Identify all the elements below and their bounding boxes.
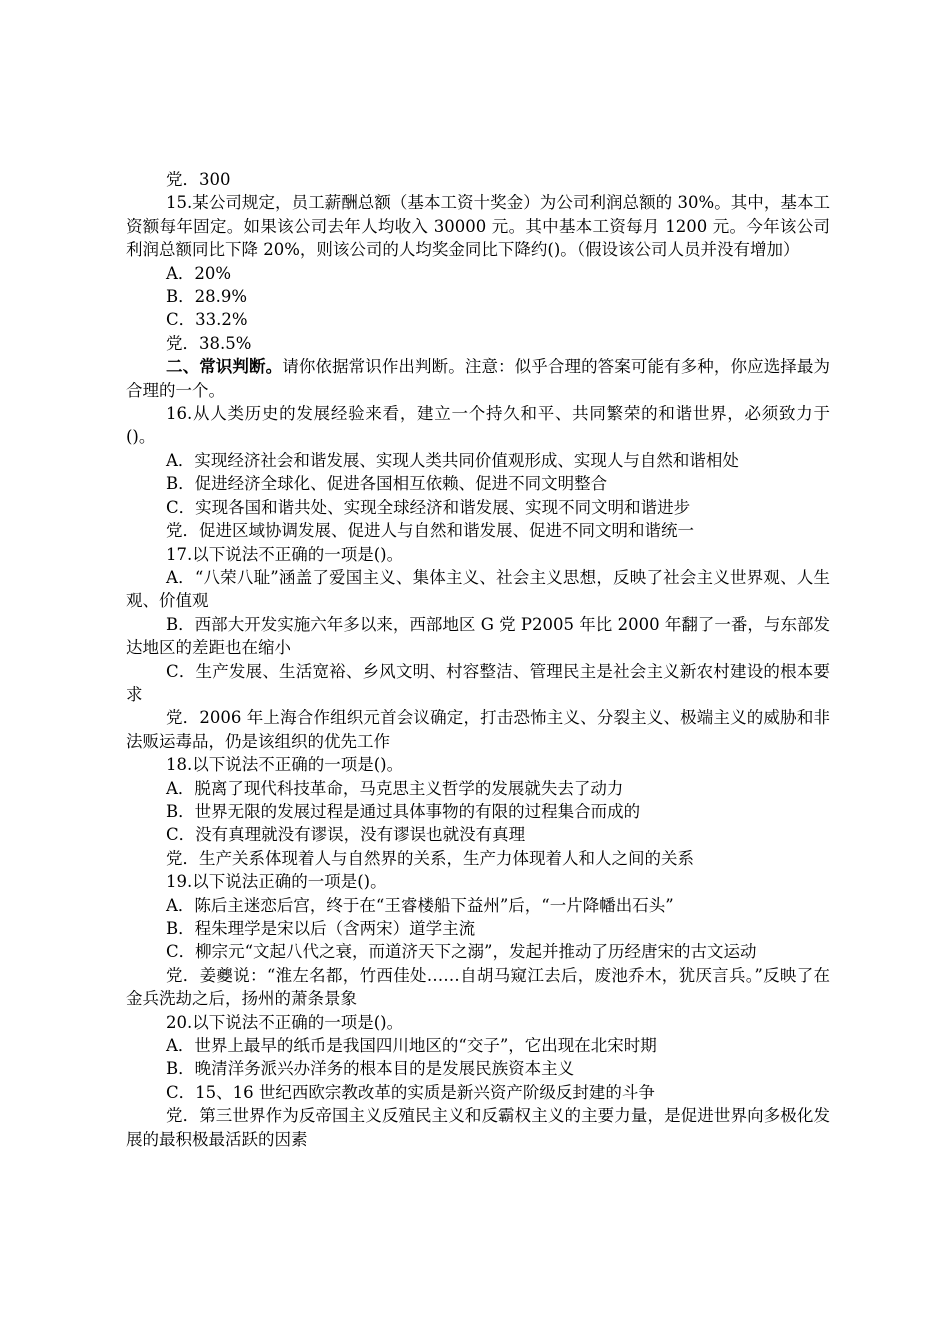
question-17-option-d: 党．2006 年上海合作组织元首会议确定，打击恐怖主义、分裂主义、极端主义的威胁和非法贩运毒品，仍是该组织的优先工作 xyxy=(126,708,830,751)
question-20: 20.以下说法不正确的一项是()。 xyxy=(166,1012,404,1032)
question-19-option-a: A．陈后主迷恋后宫，终于在“王睿楼船下益州”后，“一片降幡出石头” xyxy=(166,895,674,915)
question-17-option-b: B．西部大开发实施六年多以来，西部地区 G 党 P2005 年比 2000 年翻了一番，与东部发达地区的差距也在缩小 xyxy=(126,614,830,658)
document-body xyxy=(126,168,830,1151)
question-15-option-d: 党．38.5% xyxy=(166,333,252,353)
section-2-title: 二、常识判断。 xyxy=(166,357,283,377)
question-16-option-b: B．促进经济全球化、促进各国相互依赖、促进不同文明整合 xyxy=(166,474,608,494)
section-2-heading xyxy=(126,355,830,402)
question-20-option-a: A．世界上最早的纸币是我国四川地区的“交子”，它出现在北宋时期 xyxy=(166,1036,657,1056)
question-15-option-c: C．33.2% xyxy=(166,310,248,330)
question-19-option-d: 党．姜夔说：“淮左名都，竹西佳处……自胡马窥江去后，废池乔木，犹厌言兵。”反映了在金兵洗劫之后，扬州的萧条景象 xyxy=(126,965,830,1009)
question-17-option-c: C．生产发展、生活宽裕、乡风文明、村容整洁、管理民主是社会主义新农村建设的根本要求 xyxy=(126,661,830,704)
question-20-option-c: C．15、16 世纪西欧宗教改革的实质是新兴资产阶级反封建的斗争 xyxy=(166,1082,655,1102)
question-15-option-b: B．28.9% xyxy=(166,287,248,307)
question-19: 19.以下说法正确的一项是()。 xyxy=(166,872,387,892)
question-18-option-b: B．世界无限的发展过程是通过具体事物的有限的过程集合而成的 xyxy=(166,801,641,821)
section-2-instructions: 请你依据常识作出判断。注意：似乎合理的答案可能有多种，你应选择最为合理的一个。 xyxy=(126,357,831,400)
question-18-option-a: A．脱离了现代科技革命，马克思主义哲学的发展就失去了动力 xyxy=(166,778,624,798)
question-17-option-a: A．“八荣八耻”涵盖了爱国主义、集体主义、社会主义思想，反映了社会主义世界观、人生观、价值观 xyxy=(126,567,830,611)
question-16-option-a: A．实现经济社会和谐发展、实现人类共同价值观形成、实现人与自然和谐相处 xyxy=(166,450,739,470)
question-17: 17.以下说法不正确的一项是()。 xyxy=(166,544,404,564)
question-20-option-b: B．晚清洋务派兴办洋务的根本目的是发展民族资本主义 xyxy=(166,1059,575,1079)
question-19-option-b: B．程朱理学是宋以后（含两宋）道学主流 xyxy=(166,919,476,938)
question-19-option-c: C．柳宗元“文起八代之衰，而道济天下之溺”，发起并推动了历经唐宋的古文运动 xyxy=(166,942,757,962)
question-20-option-d: 党．第三世界作为反帝国主义反殖民主义和反霸权主义的主要力量，是促进世界向多极化发展的最积极最活跃的因素 xyxy=(126,1106,830,1149)
question-18-option-d: 党．生产关系体现着人与自然界的关系，生产力体现着人和人之间的关系 xyxy=(166,848,694,868)
question-15: 15.某公司规定，员工薪酬总额（基本工资十奖金）为公司利润总额的 30%。其中，基本工资额每年固定。如果该公司去年人均收入 30000 元。其中基本工资每月 1200 元。今年该公司利润总额同比下降 20%，则该公司的人均奖金同比下降约()。（假设该公司人员并没有增加） xyxy=(126,193,830,260)
option-d-prev: 党．300 xyxy=(166,170,231,189)
question-16-option-c: C．实现各国和谐共处、实现全球经济和谐发展、实现不同文明和谐进步 xyxy=(166,497,691,517)
question-18-option-c: C．没有真理就没有谬误，没有谬误也就没有真理 xyxy=(166,825,526,845)
question-16: 16.从人类历史的发展经验来看，建立一个持久和平、共同繁荣的和谐世界，必须致力于()。 xyxy=(126,404,830,447)
question-18: 18.以下说法不正确的一项是()。 xyxy=(166,755,404,775)
question-15-option-a: A．20% xyxy=(166,263,232,283)
question-16-option-d: 党．促进区域协调发展、促进人与自然和谐发展、促进不同文明和谐统一 xyxy=(166,521,694,541)
